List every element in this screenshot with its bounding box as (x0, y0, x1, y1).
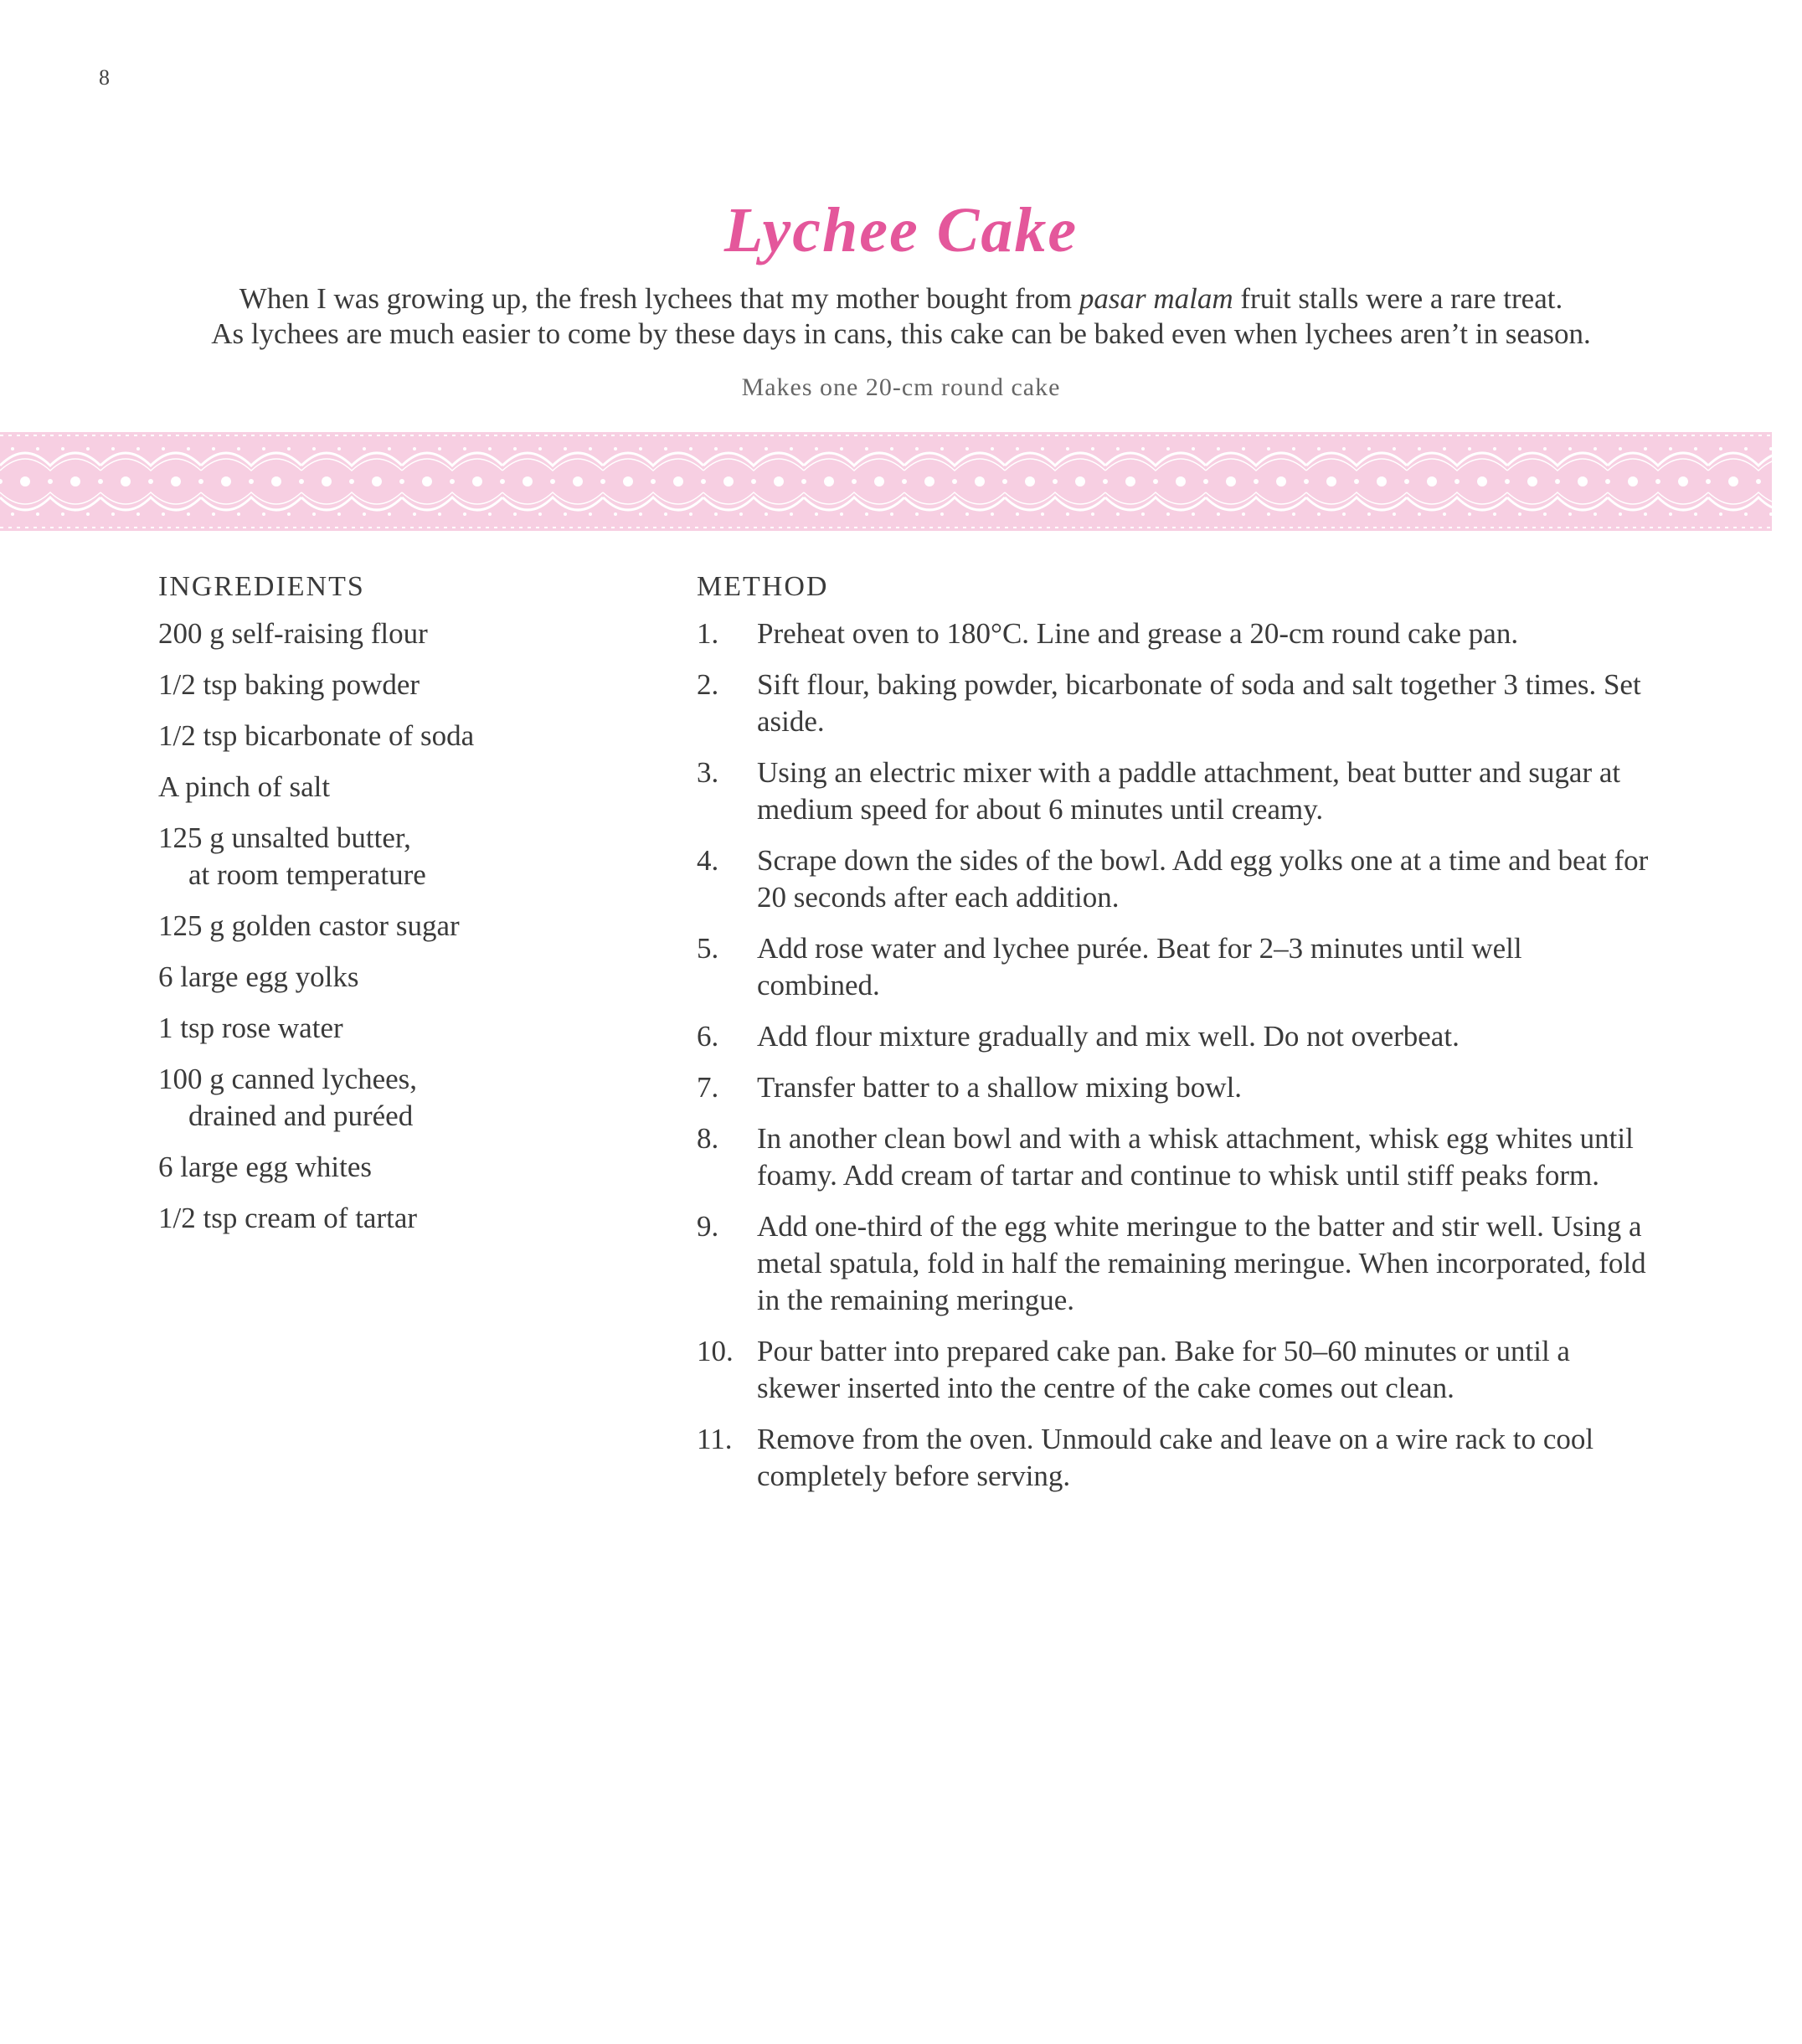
method-step (697, 1018, 1651, 1055)
ingredient-item: 6 large egg whites (158, 1151, 372, 1183)
lace-pattern-graphic (0, 432, 1772, 531)
step-text: Scrape down the sides of the bowl. Add egg yolks one at a time and beat for 20 seconds after each addition. (757, 844, 1649, 914)
page-number: 8 (99, 65, 110, 90)
intro-line-1-post: fruit stalls were a rare treat. (1233, 282, 1563, 315)
step-number: 4. (697, 844, 719, 877)
step-text: Preheat oven to 180°C. Line and grease a 20-cm round cake pan. (757, 617, 1519, 650)
method-step (697, 1069, 1651, 1106)
ingredient-item: 6 large egg yolks (158, 960, 359, 993)
method-step (697, 1120, 1651, 1194)
method-step (697, 1333, 1651, 1407)
intro-line-2: As lychees are much easier to come by these days in cans, this cake can be baked even when lychees aren’t in season. (211, 317, 1591, 350)
step-number: 2. (697, 668, 719, 701)
intro-line-1 (117, 281, 1685, 317)
step-text: Transfer batter to a shallow mixing bowl. (757, 1071, 1243, 1104)
ingredient-item: 1/2 tsp baking powder (158, 668, 420, 701)
recipe-title: Lychee Cake (723, 195, 1079, 265)
ingredient-item: 125 g unsalted butter, at room temperature (158, 821, 426, 891)
step-text: Add rose water and lychee purée. Beat for 2–3 minutes until well combined. (757, 932, 1522, 1001)
intro-line-1-pre: When I was growing up, the fresh lychees that my mother bought from (239, 282, 1079, 315)
ingredient-item: 200 g self-raising flour (158, 617, 428, 650)
method-step (697, 930, 1651, 1004)
recipe-intro (117, 281, 1685, 352)
step-text: Add one-third of the egg white meringue to the batter and stir well. Using a metal spatula, fold in half the remaining meringue. When incorporated, fold in the remaining meringue. (757, 1210, 1646, 1316)
method-step (697, 842, 1651, 916)
step-text: Pour batter into prepared cake pan. Bake for 50–60 minutes or until a skewer inserted into the centre of the cake comes out clean. (757, 1335, 1570, 1404)
method-step (697, 667, 1651, 740)
intro-italic-term: pasar malam (1079, 282, 1233, 315)
method-heading: METHOD (697, 571, 829, 602)
step-number: 3. (697, 756, 719, 789)
step-text: Using an electric mixer with a paddle attachment, beat butter and sugar at medium speed for about 6 minutes until creamy. (757, 756, 1621, 826)
step-number: 8. (697, 1122, 719, 1155)
method-step (697, 1208, 1651, 1319)
ingredient-item: 1 tsp rose water (158, 1012, 343, 1044)
step-number: 9. (697, 1210, 719, 1243)
step-text: Add flour mixture gradually and mix well. Do not overbeat. (757, 1020, 1460, 1053)
step-text: Sift flour, baking powder, bicarbonate of soda and salt together 3 times. Set aside. (757, 668, 1641, 738)
step-number: 1. (697, 617, 719, 650)
lace-border-decoration (0, 432, 1772, 531)
method-list (697, 615, 1651, 1509)
step-number: 10. (697, 1335, 734, 1367)
step-number: 5. (697, 932, 719, 965)
method-step (697, 754, 1651, 828)
ingredients-heading: INGREDIENTS (158, 571, 365, 602)
ingredient-item: 125 g golden castor sugar (158, 909, 460, 942)
method-step (697, 1421, 1651, 1495)
method-step (697, 615, 1651, 652)
ingredient-item: 100 g canned lychees, drained and puréed (158, 1063, 418, 1132)
ingredient-item: A pinch of salt (158, 770, 331, 803)
step-number: 11. (697, 1423, 733, 1455)
step-number: 7. (697, 1071, 719, 1104)
ingredient-item: 1/2 tsp cream of tartar (158, 1202, 418, 1234)
ingredients-list (158, 615, 694, 1251)
recipe-yield: Makes one 20-cm round cake (741, 373, 1061, 401)
ingredient-item: 1/2 tsp bicarbonate of soda (158, 719, 475, 752)
step-number: 6. (697, 1020, 719, 1053)
step-text: In another clean bowl and with a whisk attachment, whisk egg whites until foamy. Add cream of tartar and continue to whisk until stiff peaks form. (757, 1122, 1634, 1192)
step-text: Remove from the oven. Unmould cake and leave on a wire rack to cool completely before serving. (757, 1423, 1594, 1492)
